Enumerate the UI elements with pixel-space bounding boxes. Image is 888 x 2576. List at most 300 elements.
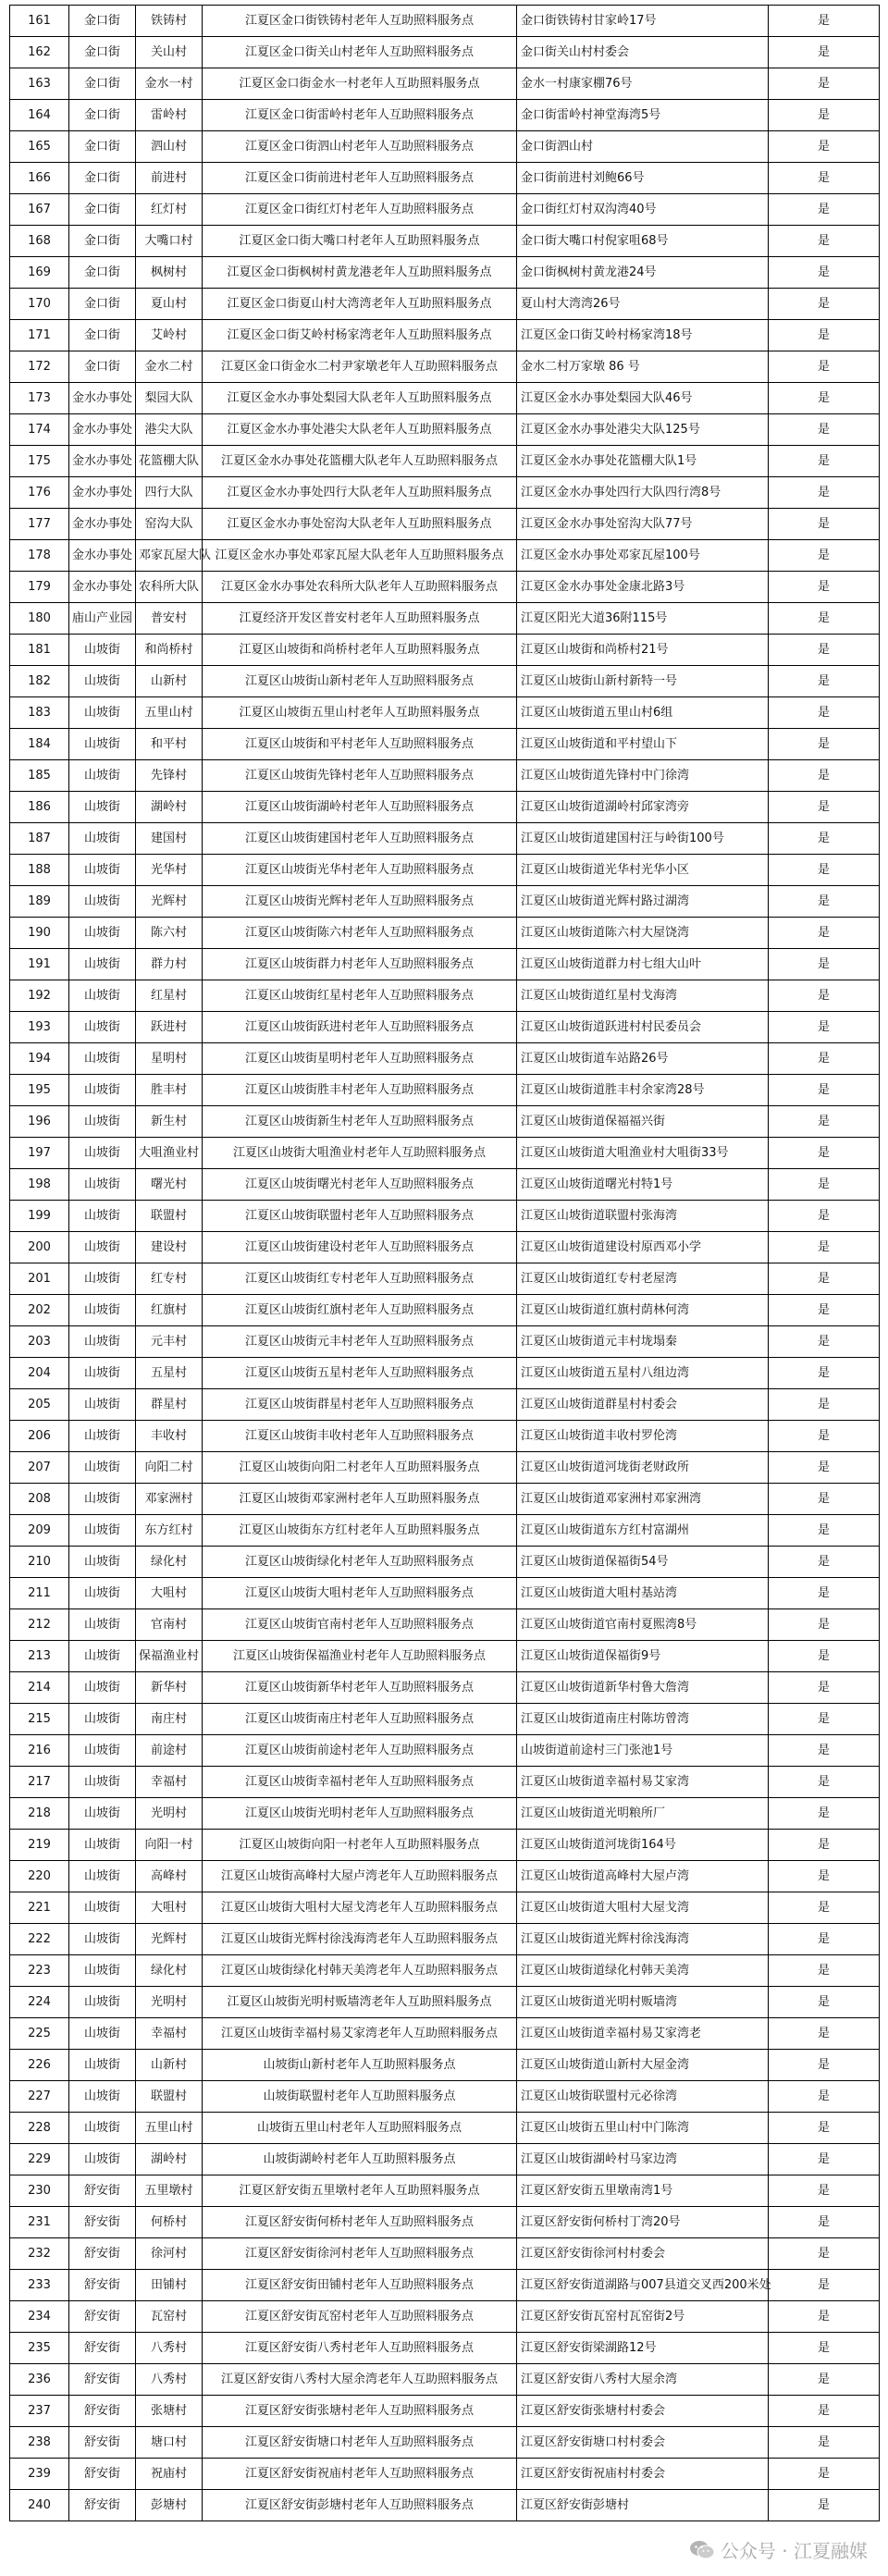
street-name-cell: 山坡街 <box>69 760 136 792</box>
service-point-address-cell: 江夏区山坡街道光辉村路过湖湾 <box>517 886 769 918</box>
village-name-cell: 农科所大队 <box>136 572 203 603</box>
service-point-name-cell: 江夏区山坡街红专村老年人互助照料服务点 <box>203 1263 517 1295</box>
service-point-address-cell: 江夏区山坡街道建设村原西邓小学 <box>517 1232 769 1263</box>
village-name-cell: 和平村 <box>136 729 203 760</box>
village-name-cell: 湖岭村 <box>136 792 203 823</box>
service-point-name-cell: 江夏区山坡街星明村老年人互助照料服务点 <box>203 1043 517 1075</box>
row-index-cell: 211 <box>10 1578 69 1609</box>
village-name-cell: 关山村 <box>136 37 203 68</box>
row-index-cell: 187 <box>10 823 69 855</box>
service-point-name-cell: 江夏区山坡街五里山村老年人互助照料服务点 <box>203 697 517 729</box>
row-index-cell: 231 <box>10 2207 69 2238</box>
service-point-name-cell: 江夏区金口街前进村老年人互助照料服务点 <box>203 163 517 194</box>
table-row <box>10 1830 880 1861</box>
row-index-cell: 224 <box>10 1987 69 2018</box>
table-row <box>10 351 880 383</box>
village-name-cell: 胜丰村 <box>136 1075 203 1106</box>
service-point-name-cell: 江夏区舒安街瓦窑村老年人互助照料服务点 <box>203 2301 517 2333</box>
status-flag-cell: 是 <box>769 823 880 855</box>
table-row <box>10 509 880 540</box>
village-name-cell: 星明村 <box>136 1043 203 1075</box>
table-row <box>10 1578 880 1609</box>
village-name-cell: 光华村 <box>136 855 203 886</box>
row-index-cell: 229 <box>10 2144 69 2175</box>
status-flag-cell: 是 <box>769 1421 880 1452</box>
table-row <box>10 1704 880 1735</box>
street-name-cell: 金口街 <box>69 163 136 194</box>
street-name-cell: 山坡街 <box>69 1358 136 1389</box>
service-point-name-cell: 江夏区金水办事处港尖大队老年人互助照料服务点 <box>203 414 517 446</box>
status-flag-cell: 是 <box>769 1106 880 1138</box>
street-name-cell: 金水办事处 <box>69 540 136 572</box>
status-flag-cell: 是 <box>769 2459 880 2490</box>
village-name-cell: 夏山村 <box>136 289 203 320</box>
status-flag-cell: 是 <box>769 1861 880 1892</box>
village-name-cell: 花篮棚大队 <box>136 446 203 477</box>
wechat-icon <box>689 2539 715 2561</box>
service-point-address-cell: 江夏区舒安街张塘村村委会 <box>517 2396 769 2427</box>
status-flag-cell: 是 <box>769 1389 880 1421</box>
village-name-cell: 幸福村 <box>136 1767 203 1798</box>
status-flag-cell: 是 <box>769 1484 880 1515</box>
village-name-cell: 泗山村 <box>136 131 203 163</box>
table-row <box>10 2396 880 2427</box>
street-name-cell: 山坡街 <box>69 1138 136 1169</box>
status-flag-cell: 是 <box>769 1232 880 1263</box>
table-row <box>10 1861 880 1892</box>
status-flag-cell: 是 <box>769 1609 880 1641</box>
row-index-cell: 219 <box>10 1830 69 1861</box>
status-flag-cell: 是 <box>769 980 880 1012</box>
row-index-cell: 234 <box>10 2301 69 2333</box>
service-point-name-cell: 江夏区金水办事处农科所大队老年人互助照料服务点 <box>203 572 517 603</box>
status-flag-cell: 是 <box>769 1201 880 1232</box>
status-flag-cell: 是 <box>769 2427 880 2459</box>
service-point-name-cell: 江夏区山坡街和平村老年人互助照料服务点 <box>203 729 517 760</box>
street-name-cell: 金口街 <box>69 257 136 289</box>
service-point-address-cell: 江夏区舒安街塘口村村委会 <box>517 2427 769 2459</box>
status-flag-cell: 是 <box>769 635 880 666</box>
service-point-name-cell: 江夏区山坡街官南村老年人互助照料服务点 <box>203 1609 517 1641</box>
table-row <box>10 1547 880 1578</box>
service-point-name-cell: 江夏区金口街夏山村大湾湾老年人互助照料服务点 <box>203 289 517 320</box>
service-point-address-cell: 江夏区山坡街道和平村望山下 <box>517 729 769 760</box>
street-name-cell: 金水办事处 <box>69 414 136 446</box>
row-index-cell: 209 <box>10 1515 69 1547</box>
table-row <box>10 1515 880 1547</box>
status-flag-cell: 是 <box>769 1263 880 1295</box>
street-name-cell: 山坡街 <box>69 792 136 823</box>
street-name-cell: 山坡街 <box>69 855 136 886</box>
table-row <box>10 2364 880 2396</box>
row-index-cell: 167 <box>10 194 69 226</box>
table-row <box>10 729 880 760</box>
street-name-cell: 山坡街 <box>69 1295 136 1326</box>
service-point-name-cell: 江夏区舒安街塘口村老年人互助照料服务点 <box>203 2427 517 2459</box>
village-name-cell: 五里山村 <box>136 697 203 729</box>
service-point-address-cell: 江夏区山坡街道官南村夏熙湾8号 <box>517 1609 769 1641</box>
row-index-cell: 217 <box>10 1767 69 1798</box>
status-flag-cell: 是 <box>769 1043 880 1075</box>
row-index-cell: 214 <box>10 1672 69 1704</box>
service-point-name-cell: 江夏区山坡街新华村老年人互助照料服务点 <box>203 1672 517 1704</box>
street-name-cell: 金水办事处 <box>69 383 136 414</box>
status-flag-cell: 是 <box>769 2490 880 2521</box>
village-name-cell: 建设村 <box>136 1232 203 1263</box>
row-index-cell: 222 <box>10 1924 69 1955</box>
table-row <box>10 823 880 855</box>
status-flag-cell: 是 <box>769 2270 880 2301</box>
status-flag-cell: 是 <box>769 2333 880 2364</box>
row-index-cell: 218 <box>10 1798 69 1830</box>
table-row <box>10 2490 880 2521</box>
service-point-address-cell: 江夏区山坡街道联盟村张海湾 <box>517 1201 769 1232</box>
service-point-address-cell: 江夏区舒安街徐河村村委会 <box>517 2238 769 2270</box>
row-index-cell: 232 <box>10 2238 69 2270</box>
street-name-cell: 山坡街 <box>69 729 136 760</box>
street-name-cell: 山坡街 <box>69 2081 136 2113</box>
service-point-address-cell: 江夏区山坡街道新华村鲁大詹湾 <box>517 1672 769 1704</box>
service-point-address-cell: 江夏区山坡街道东方红村富湖州 <box>517 1515 769 1547</box>
service-point-name-cell: 江夏区舒安街徐河村老年人互助照料服务点 <box>203 2238 517 2270</box>
service-point-name-cell: 江夏区山坡街高峰村大屋卢湾老年人互助照料服务点 <box>203 1861 517 1892</box>
street-name-cell: 山坡街 <box>69 1389 136 1421</box>
status-flag-cell: 是 <box>769 2081 880 2113</box>
service-point-address-cell: 江夏区山坡街道群力村七组大山叶 <box>517 949 769 980</box>
service-points-table <box>9 5 880 2521</box>
village-name-cell: 塘口村 <box>136 2427 203 2459</box>
row-index-cell: 197 <box>10 1138 69 1169</box>
street-name-cell: 山坡街 <box>69 980 136 1012</box>
service-point-address-cell: 江夏区山坡街道红旗村荫林何湾 <box>517 1295 769 1326</box>
service-point-address-cell: 江夏区山坡街道先锋村中门徐湾 <box>517 760 769 792</box>
village-name-cell: 光明村 <box>136 1798 203 1830</box>
street-name-cell: 舒安街 <box>69 2301 136 2333</box>
row-index-cell: 199 <box>10 1201 69 1232</box>
service-point-address-cell: 金口街关山村村委会 <box>517 37 769 68</box>
table-row <box>10 1389 880 1421</box>
row-index-cell: 196 <box>10 1106 69 1138</box>
service-point-address-cell: 江夏区山坡街道光明村贩墙湾 <box>517 1987 769 2018</box>
row-index-cell: 195 <box>10 1075 69 1106</box>
service-point-name-cell: 江夏区山坡街湖岭村老年人互助照料服务点 <box>203 792 517 823</box>
village-name-cell: 南庄村 <box>136 1704 203 1735</box>
street-name-cell: 山坡街 <box>69 1515 136 1547</box>
street-name-cell: 山坡街 <box>69 2050 136 2081</box>
row-index-cell: 238 <box>10 2427 69 2459</box>
table-row <box>10 2459 880 2490</box>
service-point-address-cell: 金口街前进村刘鲍66号 <box>517 163 769 194</box>
service-point-address-cell: 江夏区山坡街五里山村中门陈湾 <box>517 2113 769 2144</box>
row-index-cell: 170 <box>10 289 69 320</box>
street-name-cell: 山坡街 <box>69 1798 136 1830</box>
service-point-name-cell: 江夏区金水办事处花篮棚大队老年人互助照料服务点 <box>203 446 517 477</box>
service-point-name-cell: 江夏区山坡街绿化村韩天美湾老年人互助照料服务点 <box>203 1955 517 1987</box>
table-row <box>10 2175 880 2207</box>
service-point-name-cell: 江夏区山坡街建国村老年人互助照料服务点 <box>203 823 517 855</box>
service-point-name-cell: 江夏区舒安街八秀村大屋余湾老年人互助照料服务点 <box>203 2364 517 2396</box>
status-flag-cell: 是 <box>769 100 880 131</box>
service-point-address-cell: 金口街铁铸村甘家岭17号 <box>517 6 769 37</box>
street-name-cell: 山坡街 <box>69 1924 136 1955</box>
service-point-name-cell: 江夏经济开发区普安村老年人互助照料服务点 <box>203 603 517 635</box>
village-name-cell: 和尚桥村 <box>136 635 203 666</box>
service-point-address-cell: 江夏区山坡街道光华村光华小区 <box>517 855 769 886</box>
service-point-address-cell: 江夏区山坡街道湖岭村邱家湾旁 <box>517 792 769 823</box>
row-index-cell: 194 <box>10 1043 69 1075</box>
table-row <box>10 6 880 37</box>
service-point-name-cell: 江夏区山坡街红星村老年人互助照料服务点 <box>203 980 517 1012</box>
table-row <box>10 1798 880 1830</box>
service-point-address-cell: 江夏区金水办事处金康北路3号 <box>517 572 769 603</box>
village-name-cell: 绿化村 <box>136 1955 203 1987</box>
status-flag-cell: 是 <box>769 949 880 980</box>
table-row <box>10 1138 880 1169</box>
status-flag-cell: 是 <box>769 1358 880 1389</box>
status-flag-cell: 是 <box>769 1704 880 1735</box>
service-point-name-cell: 江夏区山坡街大咀渔业村老年人互助照料服务点 <box>203 1138 517 1169</box>
village-name-cell: 徐河村 <box>136 2238 203 2270</box>
service-point-name-cell: 江夏区金口街红灯村老年人互助照料服务点 <box>203 194 517 226</box>
table-row <box>10 2270 880 2301</box>
status-flag-cell: 是 <box>769 351 880 383</box>
service-point-name-cell: 江夏区山坡街光辉村老年人互助照料服务点 <box>203 886 517 918</box>
row-index-cell: 191 <box>10 949 69 980</box>
row-index-cell: 173 <box>10 383 69 414</box>
street-name-cell: 山坡街 <box>69 1861 136 1892</box>
village-name-cell: 五里山村 <box>136 2113 203 2144</box>
village-name-cell: 普安村 <box>136 603 203 635</box>
table-row <box>10 257 880 289</box>
table-row <box>10 2207 880 2238</box>
row-index-cell: 169 <box>10 257 69 289</box>
village-name-cell: 瓦窑村 <box>136 2301 203 2333</box>
service-point-name-cell: 江夏区金口街大嘴口村老年人互助照料服务点 <box>203 226 517 257</box>
service-point-address-cell: 夏山村大湾湾26号 <box>517 289 769 320</box>
street-name-cell: 山坡街 <box>69 1043 136 1075</box>
service-point-name-cell: 山坡街联盟村老年人互助照料服务点 <box>203 2081 517 2113</box>
table-row <box>10 1201 880 1232</box>
street-name-cell: 山坡街 <box>69 2144 136 2175</box>
status-flag-cell: 是 <box>769 603 880 635</box>
status-flag-cell: 是 <box>769 729 880 760</box>
village-name-cell: 山新村 <box>136 666 203 697</box>
village-name-cell: 前途村 <box>136 1735 203 1767</box>
row-index-cell: 190 <box>10 918 69 949</box>
service-point-name-cell: 江夏区山坡街新生村老年人互助照料服务点 <box>203 1106 517 1138</box>
table-row <box>10 918 880 949</box>
service-point-address-cell: 江夏区山坡街道山新村大屋金湾 <box>517 2050 769 2081</box>
service-point-address-cell: 江夏区舒安街瓦窑村瓦窑街2号 <box>517 2301 769 2333</box>
village-name-cell: 金水二村 <box>136 351 203 383</box>
village-name-cell: 金水一村 <box>136 68 203 100</box>
status-flag-cell: 是 <box>769 1830 880 1861</box>
service-point-name-cell: 江夏区山坡街丰收村老年人互助照料服务点 <box>203 1421 517 1452</box>
status-flag-cell: 是 <box>769 2364 880 2396</box>
table-row <box>10 2238 880 2270</box>
service-point-name-cell: 江夏区金口街雷岭村老年人互助照料服务点 <box>203 100 517 131</box>
service-point-name-cell: 江夏区山坡街向阳一村老年人互助照料服务点 <box>203 1830 517 1861</box>
status-flag-cell: 是 <box>769 540 880 572</box>
table-row <box>10 760 880 792</box>
street-name-cell: 金口街 <box>69 37 136 68</box>
service-point-address-cell: 金口街泗山村 <box>517 131 769 163</box>
status-flag-cell: 是 <box>769 2207 880 2238</box>
service-point-address-cell: 江夏区山坡街道红专村老屋湾 <box>517 1263 769 1295</box>
village-name-cell: 红星村 <box>136 980 203 1012</box>
row-index-cell: 213 <box>10 1641 69 1672</box>
village-name-cell: 大嘴口村 <box>136 226 203 257</box>
row-index-cell: 171 <box>10 320 69 351</box>
row-index-cell: 216 <box>10 1735 69 1767</box>
street-name-cell: 舒安街 <box>69 2175 136 2207</box>
row-index-cell: 178 <box>10 540 69 572</box>
table-row <box>10 572 880 603</box>
table-row <box>10 1767 880 1798</box>
village-name-cell: 艾岭村 <box>136 320 203 351</box>
service-point-name-cell: 江夏区山坡街东方红村老年人互助照料服务点 <box>203 1515 517 1547</box>
village-name-cell: 四行大队 <box>136 477 203 509</box>
row-index-cell: 227 <box>10 2081 69 2113</box>
status-flag-cell: 是 <box>769 1075 880 1106</box>
row-index-cell: 235 <box>10 2333 69 2364</box>
row-index-cell: 175 <box>10 446 69 477</box>
row-index-cell: 239 <box>10 2459 69 2490</box>
status-flag-cell: 是 <box>769 1578 880 1609</box>
row-index-cell: 168 <box>10 226 69 257</box>
table-row <box>10 635 880 666</box>
street-name-cell: 山坡街 <box>69 1987 136 2018</box>
table-row <box>10 68 880 100</box>
service-point-address-cell: 江夏区山坡街道车站路26号 <box>517 1043 769 1075</box>
village-name-cell: 张塘村 <box>136 2396 203 2427</box>
row-index-cell: 215 <box>10 1704 69 1735</box>
service-point-name-cell: 江夏区山坡街幸福村老年人互助照料服务点 <box>203 1767 517 1798</box>
service-point-name-cell: 江夏区山坡街五星村老年人互助照料服务点 <box>203 1358 517 1389</box>
status-flag-cell: 是 <box>769 572 880 603</box>
street-name-cell: 舒安街 <box>69 2427 136 2459</box>
table-row <box>10 1232 880 1263</box>
row-index-cell: 188 <box>10 855 69 886</box>
service-point-address-cell: 金口街雷岭村神堂海湾5号 <box>517 100 769 131</box>
row-index-cell: 198 <box>10 1169 69 1201</box>
village-name-cell: 大咀村 <box>136 1578 203 1609</box>
street-name-cell: 舒安街 <box>69 2396 136 2427</box>
service-point-address-cell: 江夏区山坡街道五星村八组边湾 <box>517 1358 769 1389</box>
row-index-cell: 165 <box>10 131 69 163</box>
table-row <box>10 2113 880 2144</box>
service-point-address-cell: 江夏区舒安街彭塘村 <box>517 2490 769 2521</box>
village-name-cell: 幸福村 <box>136 2018 203 2050</box>
row-index-cell: 225 <box>10 2018 69 2050</box>
service-point-address-cell: 江夏区山坡街联盟村元必徐湾 <box>517 2081 769 2113</box>
service-point-address-cell: 江夏区金口街艾岭村杨家湾18号 <box>517 320 769 351</box>
status-flag-cell: 是 <box>769 1138 880 1169</box>
street-name-cell: 山坡街 <box>69 635 136 666</box>
row-index-cell: 163 <box>10 68 69 100</box>
street-name-cell: 山坡街 <box>69 1830 136 1861</box>
service-point-address-cell: 江夏区山坡街道红星村戈海湾 <box>517 980 769 1012</box>
service-point-address-cell: 江夏区山坡街道高峰村大屋卢湾 <box>517 1861 769 1892</box>
street-name-cell: 金口街 <box>69 6 136 37</box>
street-name-cell: 山坡街 <box>69 886 136 918</box>
row-index-cell: 201 <box>10 1263 69 1295</box>
village-name-cell: 群星村 <box>136 1389 203 1421</box>
status-flag-cell: 是 <box>769 2396 880 2427</box>
table-row <box>10 1075 880 1106</box>
service-point-name-cell: 江夏区山坡街红旗村老年人互助照料服务点 <box>203 1295 517 1326</box>
service-point-address-cell: 江夏区阳光大道36附115号 <box>517 603 769 635</box>
street-name-cell: 舒安街 <box>69 2207 136 2238</box>
street-name-cell: 金水办事处 <box>69 509 136 540</box>
street-name-cell: 山坡街 <box>69 1704 136 1735</box>
table-row <box>10 1735 880 1767</box>
service-point-name-cell: 江夏区金水办事处邓家瓦屋大队老年人互助照料服务点 <box>203 540 517 572</box>
status-flag-cell: 是 <box>769 1798 880 1830</box>
row-index-cell: 228 <box>10 2113 69 2144</box>
table-row <box>10 2081 880 2113</box>
service-point-name-cell: 江夏区山坡街先锋村老年人互助照料服务点 <box>203 760 517 792</box>
street-name-cell: 舒安街 <box>69 2364 136 2396</box>
table-row <box>10 194 880 226</box>
service-point-address-cell: 江夏区山坡街湖岭村马家边湾 <box>517 2144 769 2175</box>
village-name-cell: 祝庙村 <box>136 2459 203 2490</box>
status-flag-cell: 是 <box>769 1012 880 1043</box>
service-point-name-cell: 江夏区山坡街前途村老年人互助照料服务点 <box>203 1735 517 1767</box>
table-row <box>10 1358 880 1389</box>
village-name-cell: 窑沟大队 <box>136 509 203 540</box>
status-flag-cell: 是 <box>769 855 880 886</box>
village-name-cell: 曙光村 <box>136 1169 203 1201</box>
table-row <box>10 980 880 1012</box>
status-flag-cell: 是 <box>769 37 880 68</box>
street-name-cell: 山坡街 <box>69 1641 136 1672</box>
street-name-cell: 山坡街 <box>69 2018 136 2050</box>
service-point-name-cell: 江夏区山坡街光华村老年人互助照料服务点 <box>203 855 517 886</box>
service-point-name-cell: 江夏区山坡街元丰村老年人互助照料服务点 <box>203 1326 517 1358</box>
village-name-cell: 群力村 <box>136 949 203 980</box>
status-flag-cell: 是 <box>769 2050 880 2081</box>
service-point-name-cell: 江夏区山坡街建设村老年人互助照料服务点 <box>203 1232 517 1263</box>
service-point-address-cell: 江夏区山坡街道建国村汪与岭街100号 <box>517 823 769 855</box>
service-point-name-cell: 江夏区金口街铁铸村老年人互助照料服务点 <box>203 6 517 37</box>
table-row <box>10 1609 880 1641</box>
service-point-address-cell: 江夏区山坡街道绿化村韩天美湾 <box>517 1955 769 1987</box>
table-row <box>10 2427 880 2459</box>
street-name-cell: 山坡街 <box>69 1609 136 1641</box>
service-point-address-cell: 江夏区山坡街道大咀渔业村大咀街33号 <box>517 1138 769 1169</box>
service-point-name-cell: 江夏区山坡街群星村老年人互助照料服务点 <box>203 1389 517 1421</box>
service-point-address-cell: 江夏区舒安街祝庙村村委会 <box>517 2459 769 2490</box>
service-point-address-cell: 江夏区山坡街道胜丰村余家湾28号 <box>517 1075 769 1106</box>
table-row <box>10 1263 880 1295</box>
status-flag-cell: 是 <box>769 257 880 289</box>
service-point-address-cell: 江夏区山坡街道曙光村特1号 <box>517 1169 769 1201</box>
village-name-cell: 前进村 <box>136 163 203 194</box>
service-point-name-cell: 江夏区舒安街祝庙村老年人互助照料服务点 <box>203 2459 517 2490</box>
village-name-cell: 建国村 <box>136 823 203 855</box>
table-row <box>10 949 880 980</box>
table-row <box>10 1955 880 1987</box>
street-name-cell: 金口街 <box>69 68 136 100</box>
service-point-address-cell: 江夏区山坡街道五里山村6组 <box>517 697 769 729</box>
table-row <box>10 1892 880 1924</box>
status-flag-cell: 是 <box>769 1924 880 1955</box>
table-row <box>10 2018 880 2050</box>
service-point-name-cell: 江夏区山坡街向阳二村老年人互助照料服务点 <box>203 1452 517 1484</box>
status-flag-cell: 是 <box>769 792 880 823</box>
street-name-cell: 山坡街 <box>69 1672 136 1704</box>
